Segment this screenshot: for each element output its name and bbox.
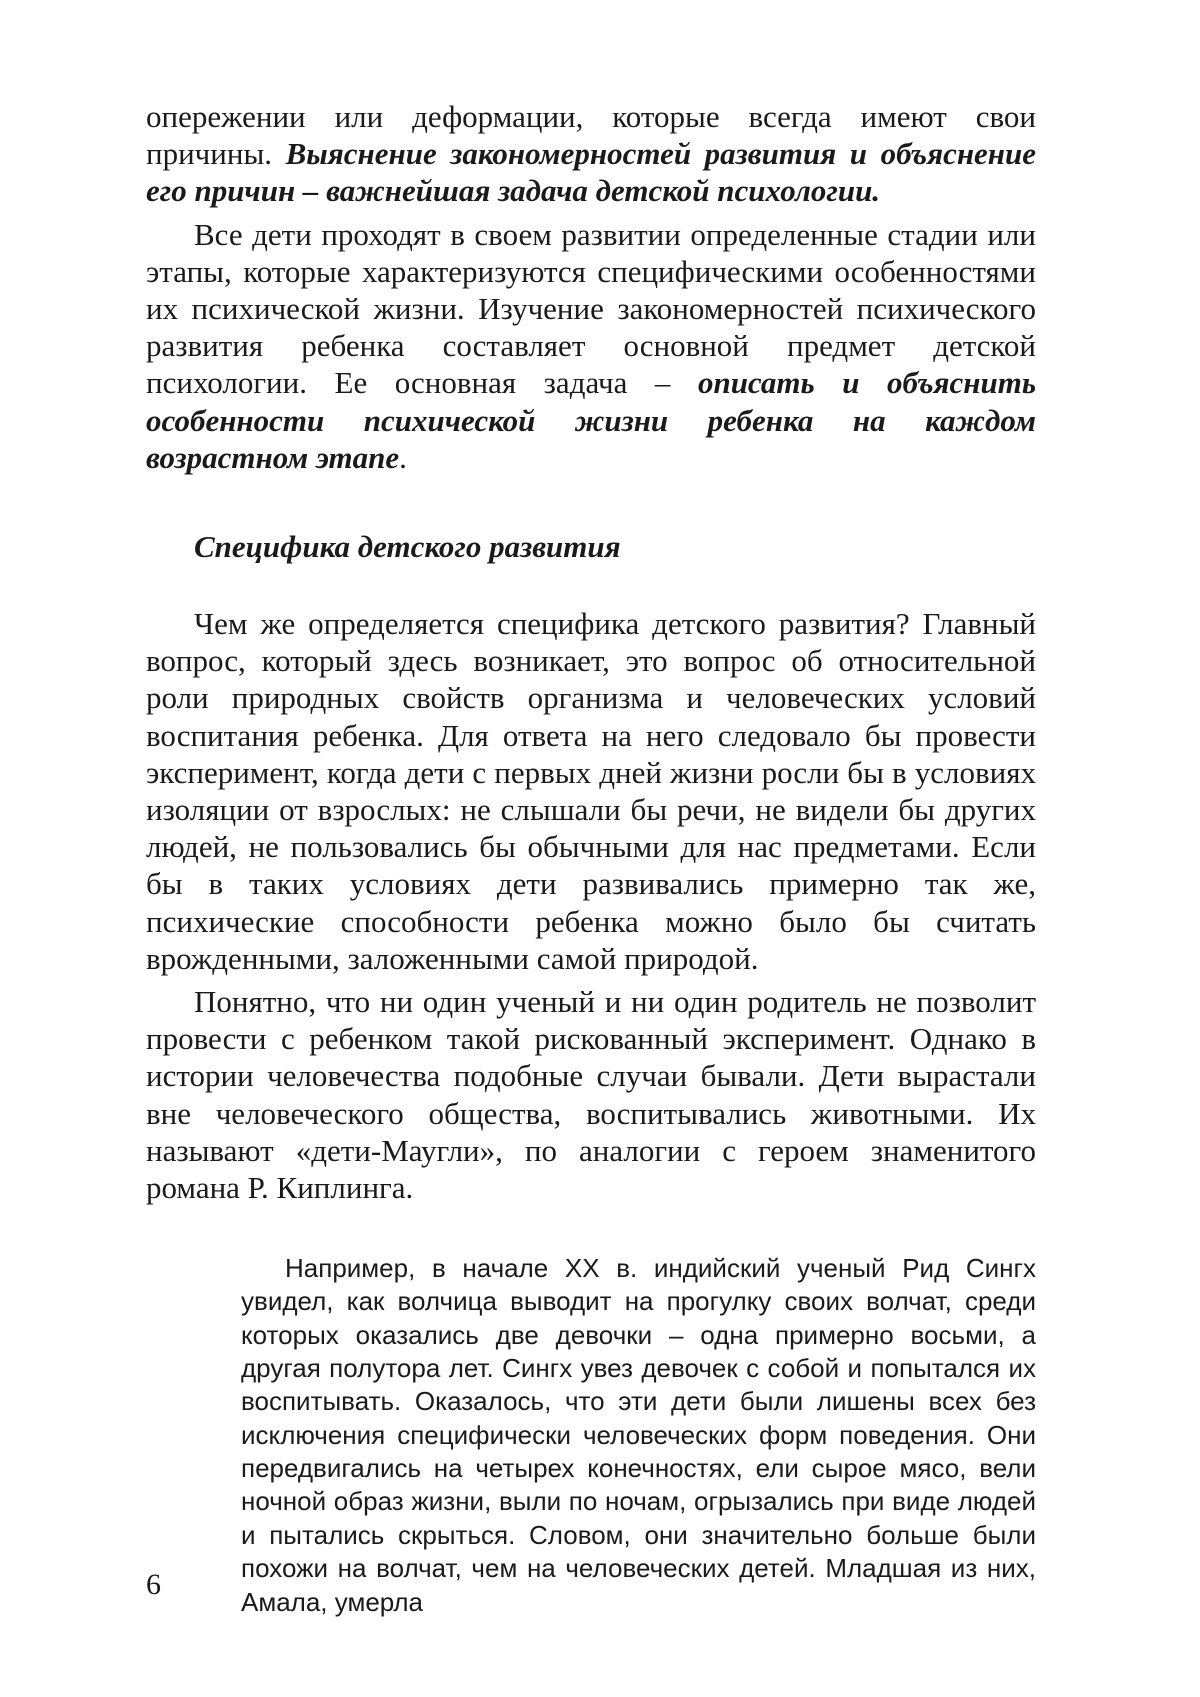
- paragraph-4: Понятно, что ни один ученый и ни один родитель не позволит провести с ребенком такой рискованный эксперимент. Однако в истории человечества подобные случаи бывали. Дети вырастали вне человеческого общества, воспитывались животными. Их называют «дети-Маугли», по аналогии с героем знаменитого романа Р. Киплинга.: [146, 983, 1036, 1205]
- paragraph-2-emphasis: описать и объяснить особенности психической жизни ребенка на каждом возрастном этапе: [146, 365, 1037, 475]
- paragraph-2-tail: .: [399, 439, 407, 475]
- paragraph-3: Чем же определяется специфика детского развития? Главный вопрос, который здесь возникает, это вопрос об относительной роли природных свойств организма и человеческих условий воспитания ребенка. Для ответа на него следовало бы провести эксперимент, когда дети с первых дней жизни росли бы в условиях изоляции от взрослых: не слышали бы речи, не видели бы других людей, не пользовались бы обычными для нас предметами. Если бы в таких условиях дети развивались примерно так же, психические способности ребенка можно было бы считать врожденными, заложенными самой природой.: [146, 606, 1036, 976]
- paragraph-1-text: опережении или деформации, которые всегда имеют свои причины.: [146, 99, 1036, 172]
- page-body: [146, 98, 1036, 1619]
- example-inset: Например, в начале XX в. индийский ученый Рид Сингх увидел, как волчица выводит на прогулку своих волчат, среди которых оказались две девочки – одна примерно восьми, а другая полутора лет. Сингх увез девочек с собой и попытался их воспитывать. Оказалось, что эти дети были лишены всех без исключения специфически человеческих форм поведения. Они передвигались на четырех конечностях, ели сырое мясо, вели ночной образ жизни, выли по ночам, огрызались при виде людей и пытались скрыться. Словом, они значительно больше были похожи на волчат, чем на человеческих детей. Младшая из них, Амала, умерла: [241, 1253, 1036, 1617]
- section-heading: Специфика детского развития: [194, 528, 621, 564]
- paragraph-2-text: Все дети проходят в своем развитии определенные стадии или этапы, которые характеризуются специфическими особенностями их психической жизни. Изучение закономерностей психического развития ребенка составляет основной предмет детской психологии. Ее основная задача –: [146, 216, 1036, 401]
- paragraph-2: [146, 216, 1036, 476]
- page-number: 6: [146, 1568, 161, 1601]
- paragraph-1-emphasis: Выяснение закономерностей развития и объяснение его причин – важнейшая задача детской психологии.: [146, 136, 1037, 209]
- paragraph-1: [146, 98, 1036, 210]
